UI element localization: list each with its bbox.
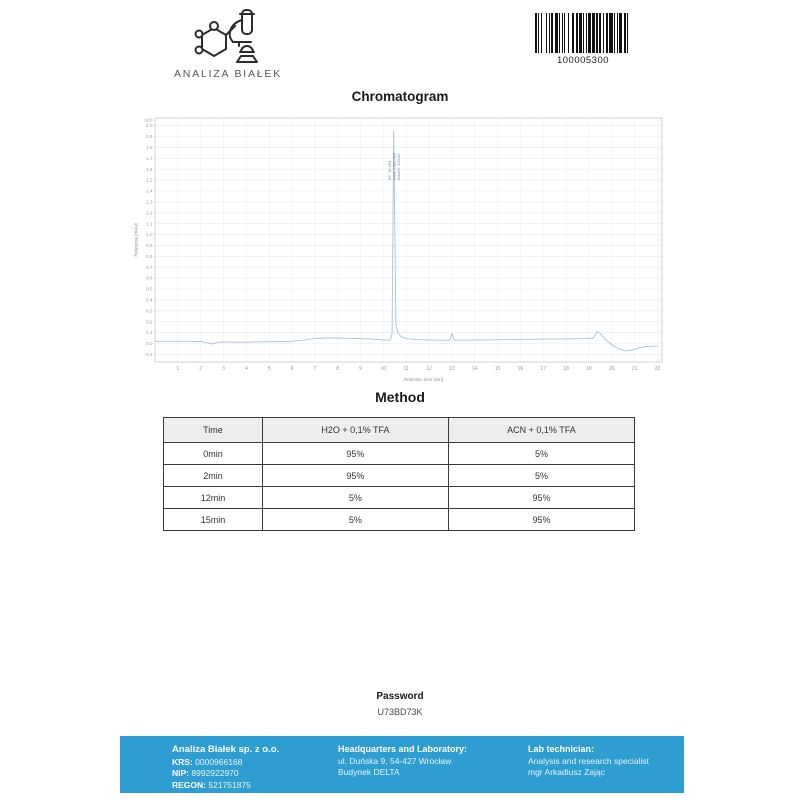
svg-text:19: 19 (586, 366, 592, 372)
footer-technician-column (528, 744, 678, 793)
svg-text:1.8: 1.8 (146, 145, 153, 150)
svg-text:0.0: 0.0 (146, 341, 153, 347)
table-cell: 12min (164, 487, 263, 509)
svg-text:18: 18 (563, 366, 569, 372)
barcode-number: 100005300 (556, 55, 610, 66)
svg-text:17: 17 (540, 366, 546, 372)
table-column-header: H2O + 0,1% TFA (262, 418, 448, 443)
svg-text:13: 13 (449, 366, 455, 372)
svg-text:11: 11 (403, 366, 409, 372)
password-label: Password (376, 691, 424, 702)
svg-text:0.8: 0.8 (146, 253, 153, 259)
company-logo (167, 6, 289, 80)
logo-text: ANALIZA BIAŁEK (173, 68, 283, 80)
svg-text:6: 6 (290, 366, 294, 372)
company-id-line: KRS: 0000966168 (172, 756, 243, 767)
svg-text:7: 7 (313, 366, 317, 372)
svg-text:1.5: 1.5 (146, 177, 153, 183)
svg-text:12: 12 (426, 366, 432, 372)
company-name: Analiza Białek sp. z o.o. (172, 744, 280, 755)
footer-address-column (338, 744, 528, 793)
svg-text:20: 20 (609, 366, 615, 372)
svg-text:1.1: 1.1 (146, 221, 153, 227)
barcode (533, 13, 633, 66)
method-table-body (164, 443, 635, 531)
svg-text:1.3: 1.3 (146, 199, 153, 205)
svg-text:1.4: 1.4 (146, 188, 153, 194)
svg-text:1.6: 1.6 (146, 166, 153, 172)
svg-text:0.6: 0.6 (146, 275, 153, 281)
svg-text:Area%: 100.00: Area%: 100.00 (396, 153, 401, 181)
svg-text:15: 15 (494, 366, 501, 372)
table-cell: 95% (262, 465, 448, 487)
svg-text:0.2: 0.2 (146, 319, 153, 325)
table-cell: 2min (164, 465, 263, 487)
microscope-molecule-icon (187, 6, 269, 66)
table-row (164, 465, 635, 487)
svg-text:Retention time [min]: Retention time [min] (403, 377, 444, 382)
password-section (0, 691, 800, 717)
svg-text:x10²: x10² (144, 117, 153, 123)
table-cell: 95% (262, 443, 448, 465)
svg-text:1.9: 1.9 (146, 134, 153, 140)
chromatogram-plot (132, 112, 670, 384)
footer-company-column (172, 744, 338, 793)
company-registration-ids (172, 757, 338, 792)
footer (120, 736, 684, 793)
table-cell: 5% (448, 443, 634, 465)
technician-title: Lab technician: (528, 744, 595, 754)
svg-text:Area: 1985.455: Area: 1985.455 (391, 152, 397, 181)
table-column-header: Time (164, 418, 263, 443)
technician-lines (528, 756, 678, 779)
table-cell: 15min (164, 509, 263, 531)
method-table-header (164, 418, 635, 443)
table-column-header: ACN + 0,1% TFA (448, 418, 634, 443)
barcode-bar (628, 13, 631, 53)
svg-text:0.9: 0.9 (146, 243, 153, 248)
svg-text:0.3: 0.3 (146, 308, 153, 314)
svg-text:0.1: 0.1 (146, 330, 153, 336)
svg-text:1.0: 1.0 (146, 232, 153, 238)
chromatogram-title: Chromatogram (351, 89, 449, 104)
svg-text:RT: 10.454: RT: 10.454 (387, 160, 393, 181)
chromatogram-chart (132, 112, 670, 384)
address-line: Budynek DELTA (338, 767, 400, 777)
svg-text:2.0: 2.0 (146, 123, 153, 129)
method-table (163, 417, 635, 531)
technician-line: mgr Arkadiusz Zając (528, 767, 605, 777)
table-cell: 95% (448, 509, 634, 531)
table-cell: 5% (262, 509, 448, 531)
company-id-line: REGON: 521751875 (172, 779, 251, 790)
technician-line: Analysis and research specialist (528, 755, 649, 766)
address-line: ul. Duńska 9, 54-427 Wrocław (338, 755, 452, 766)
headquarters-title: Headquarters and Laboratory: (338, 744, 468, 754)
svg-text:21: 21 (631, 366, 638, 372)
svg-text:22: 22 (654, 366, 661, 372)
svg-text:2: 2 (199, 366, 203, 372)
svg-text:0.5: 0.5 (146, 286, 153, 292)
svg-text:14: 14 (471, 366, 478, 372)
svg-text:1: 1 (176, 366, 180, 372)
barcode-bars (533, 13, 633, 53)
svg-text:-0.1: -0.1 (144, 352, 153, 357)
table-cell: 95% (448, 487, 634, 509)
svg-text:1.7: 1.7 (146, 155, 153, 161)
svg-text:Response [mAU]: Response [mAU] (133, 223, 139, 257)
svg-text:4: 4 (245, 366, 248, 372)
table-cell: 5% (262, 487, 448, 509)
table-row (164, 509, 635, 531)
method-title: Method (375, 389, 425, 405)
headquarters-lines (338, 756, 528, 779)
table-cell: 5% (448, 465, 634, 487)
svg-text:3: 3 (222, 366, 225, 372)
svg-text:0.4: 0.4 (146, 297, 153, 303)
password-value: U73BD73K (377, 707, 423, 717)
svg-text:0.7: 0.7 (146, 264, 153, 270)
svg-text:10: 10 (380, 366, 387, 372)
table-cell: 0min (164, 443, 263, 465)
svg-text:8: 8 (336, 366, 340, 372)
svg-text:5: 5 (267, 366, 271, 372)
table-row (164, 487, 635, 509)
table-header-row (164, 418, 635, 443)
svg-text:16: 16 (517, 366, 524, 372)
svg-text:9: 9 (359, 366, 362, 372)
table-row (164, 443, 635, 465)
svg-text:1.2: 1.2 (146, 210, 153, 216)
company-id-line: NIP: 8992922970 (172, 768, 239, 778)
